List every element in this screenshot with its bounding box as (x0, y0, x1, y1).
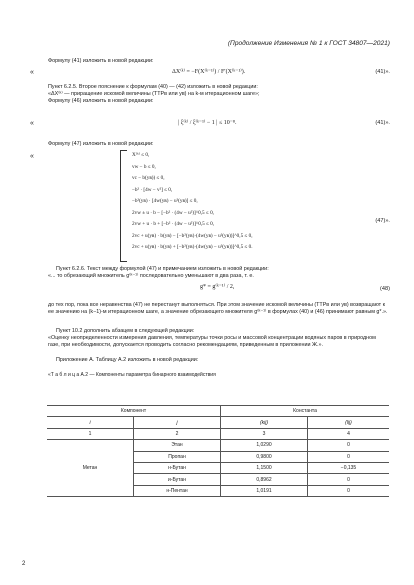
group-label-methane: Метан (47, 440, 134, 497)
cell-k: 0,9800 (221, 451, 308, 462)
cell-l: 0 (308, 485, 390, 496)
table-index-row (47, 428, 389, 439)
cell-l: −0,135 (308, 462, 390, 473)
cell-l: 0 (308, 451, 390, 462)
system-line: 2vw + u · b + [−b² · (4w − u²)]^0,5 ≤ 0, (132, 221, 215, 227)
cell-j: Этан (134, 440, 221, 451)
subheader-i: i (47, 417, 134, 428)
system-line: 2vc + u(yв) · b(yв) + [−b²(yв)·(4w(yв) − u²(yв))]^0,5 ≤ 0. (132, 244, 253, 250)
running-header: (Продолжение Изменения № 1 к ГОСТ 34807—2021) (227, 40, 390, 47)
item-625-line3: Формулу (46) изложить в новой редакции: (48, 98, 154, 104)
formula-47-system (132, 152, 253, 256)
system-line: vw − b ≤ 0, (132, 163, 156, 170)
quote-mark: « (30, 153, 34, 160)
cell-k: 1,1500 (221, 462, 308, 473)
subheader-j: j (134, 417, 221, 428)
formula-48: g* = g⁽ᵏ⁻¹⁾ / 2, (200, 284, 235, 290)
formula-41-intro: Формулу (41) изложить в новой редакции: (48, 58, 154, 64)
index-cell: 1 (47, 428, 134, 439)
quote-mark: « (30, 69, 34, 76)
item-625-line2: «ΔX⁽ᵏ⁾ — приращение искомой величины (ТТРв или yв) на k-м итерационном шаге»; (48, 91, 260, 97)
item-625-line1: Пункт 6.2.5. Второе пояснение к формулам (40) — (42) изложить в новой редакции: (48, 84, 258, 90)
cell-k: 1,0290 (221, 440, 308, 451)
formula-41b: | ξ⁽ᵏ⁾ / ξ⁽ᵏ⁻¹⁾ − 1 | ≤ 10⁻⁸. (178, 120, 237, 126)
system-line: X⁽ᵏ⁾ ≤ 0, (132, 152, 150, 158)
subheader-k: (kij) (221, 417, 308, 428)
cell-k: 1,0191 (221, 485, 308, 496)
formula-41a-number: (41)». (375, 69, 390, 75)
system-line: 2vc + u(yв) · b(yв) − [−b²(yв)·(4w(yв) − u²(yв))]^0,5 ≤ 0, (132, 232, 253, 239)
index-cell: 3 (221, 428, 308, 439)
formula-41b-number: (41)». (375, 120, 390, 126)
item-10-2-line1: Пункт 10.2 дополнить абзацем в следующей редакции: (56, 328, 195, 334)
system-line: 2vw ± u · b − [−b² · (4w − u²)]^0,5 ≤ 0, (132, 209, 214, 216)
cell-k: 0,8962 (221, 474, 308, 485)
table-header-row (47, 406, 389, 417)
system-line: vc − b(yв)) ≤ 0, (132, 175, 165, 181)
index-cell: 4 (308, 428, 390, 439)
item-626-line1: Пункт 6.2.6. Текст между формулой (47) и примечанием изложить в новой редакции: (56, 266, 269, 272)
components-table (47, 405, 389, 497)
item-10-2-text: «Оценку неопределенности измерения давления, температуры точки росы и массовой концентрации водяных паров в природном газе, при необходимости, допускается проводить согласно рекомендациям, приведенным в приложении Ж.». (48, 335, 376, 348)
item-626-continuation: до тех пор, пока все неравенства (47) не перестанут выполняться. При этом значение искомой величины (ТТРв или yв) возвращают к ее значению на (k−1)-м итерационном шаге, а значение обрезающего множителя g⁽ᵏ⁻¹⁾ в формулах (40) и (46) принимают равным g*.». (48, 302, 388, 315)
appendix-line: Приложение А. Таблицу А.2 изложить в новой редакции: (56, 357, 199, 363)
cell-j: Пропан (134, 451, 221, 462)
cell-j: н-Бутан (134, 462, 221, 473)
formula-47-number: (47)». (375, 218, 390, 224)
system-brace (120, 150, 127, 262)
header-constant: Константа (221, 406, 390, 417)
subheader-l: (lij) (308, 417, 390, 428)
table-title: «Т а б л и ц а А.2 — Компоненты параметра бинарного взаимодействия (48, 372, 216, 378)
cell-l: 0 (308, 474, 390, 485)
formula-47-intro: Формулу (47) изложить в новой редакции: (48, 141, 154, 147)
cell-j: и-Бутан (134, 474, 221, 485)
cell-l: 0 (308, 440, 390, 451)
system-line: −b²(yв) · [4w(yв) − u²(yв)] ≤ 0, (132, 198, 198, 204)
item-626-line2: «... то обрезающий множитель g⁽ᵏ⁻¹⁾ последовательно уменьшают в два раза, т. е. (48, 273, 254, 279)
system-line: −b² · [4w − v²] ≤ 0, (132, 186, 173, 193)
quote-mark: « (30, 120, 34, 127)
header-component: Компонент (47, 406, 221, 417)
index-cell: 2 (134, 428, 221, 439)
formula-48-number: (48) (380, 286, 390, 292)
page-number: 2 (22, 561, 26, 567)
table-subheader-row (47, 417, 389, 428)
cell-j: н-Пентан (134, 485, 221, 496)
formula-41a: ΔX⁽ᵏ⁾ = −F(X⁽ᵏ⁻¹⁾) / F′(X⁽ᵏ⁻¹⁾). (172, 69, 246, 75)
table-row (47, 440, 389, 451)
